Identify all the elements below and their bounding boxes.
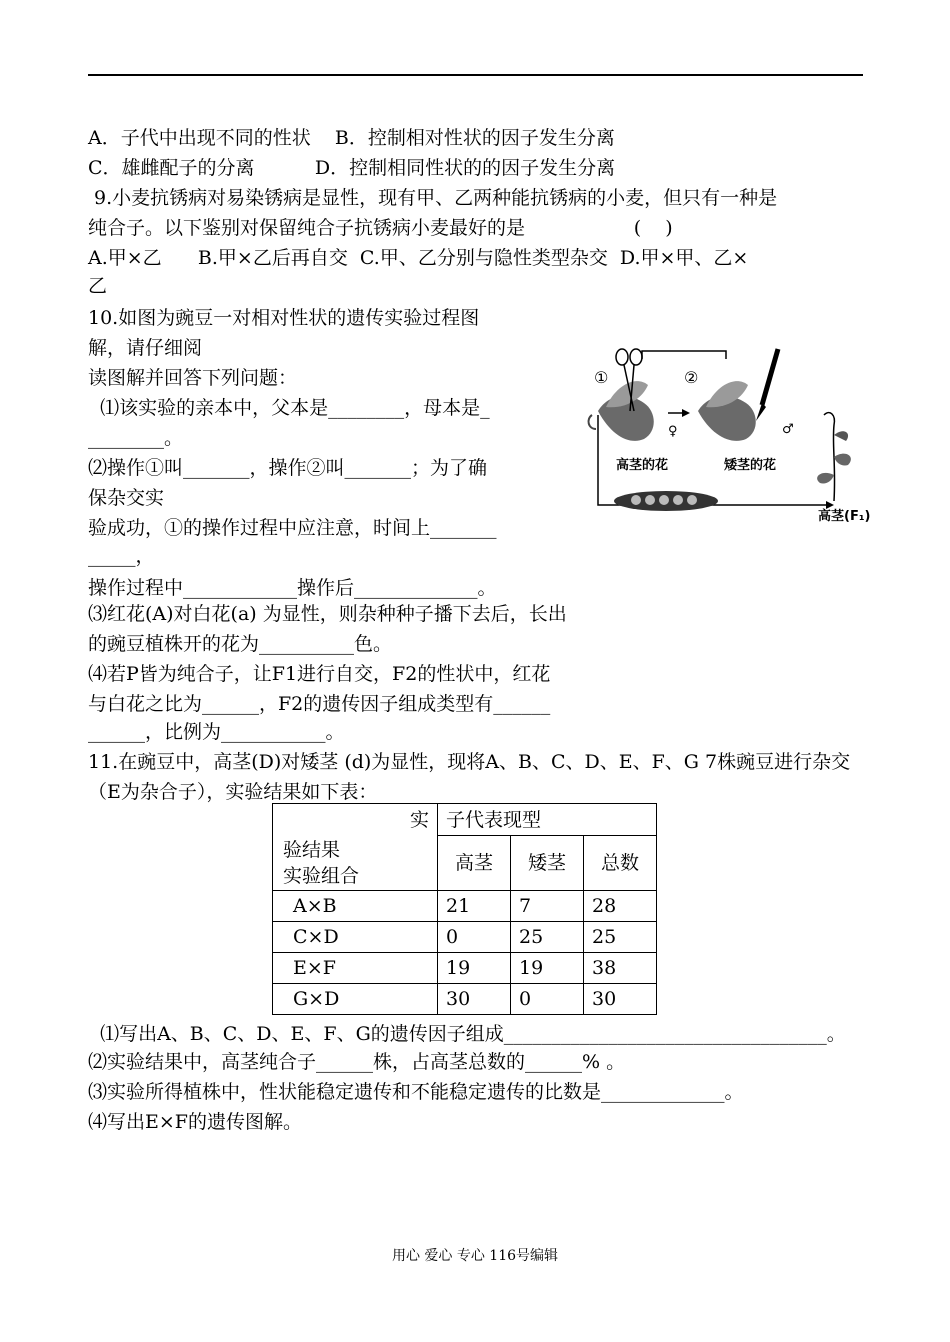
question-9-options: A.甲×乙 B.甲×乙后再自交 C.甲、乙分别与隐性类型杂交 D.甲×甲、乙× [88, 247, 749, 269]
table-row [273, 891, 657, 922]
question-10-text: 10.如图为豌豆一对相对性状的遗传实验过程图 [88, 307, 480, 329]
question-10-part-1-cont: ________。 [88, 427, 184, 449]
cross-cell: C×D [273, 922, 438, 953]
pea-experiment-figure [586, 345, 876, 527]
question-9-options-cont: 乙 [88, 275, 108, 297]
step-1-label: ① [594, 368, 609, 387]
corner-label-mid: 验结果 [283, 839, 341, 861]
cross-cell: E×F [273, 953, 438, 984]
value-cell: 25 [511, 922, 584, 953]
table-corner-cell [273, 804, 438, 891]
pea-experiment-diagram [586, 345, 876, 527]
short-flower-icon [698, 381, 756, 441]
question-11-text-cont: （E为杂合子），实验结果如下表： [88, 781, 378, 803]
step-2-label: ② [684, 368, 699, 387]
value-cell: 0 [438, 922, 511, 953]
page-footer: 用心 爱心 专心 116号编辑 [391, 1248, 559, 1264]
question-10-part-4-cont2: ______，比例为___________。 [88, 721, 345, 743]
option-line-cd: C．雄雌配子的分离 D．控制相同性状的的因子发生分离 [88, 157, 616, 179]
value-cell: 7 [511, 891, 584, 922]
question-10-part-4-cont: 与白花之比为______，F2的遗传因子组成类型有______ [88, 693, 551, 715]
question-11-part-3: ⑶实验所得植株中，性状能稳定遗传和不能稳定遗传的比数是_____________。 [88, 1081, 744, 1103]
question-10-text-cont2: 读图解并回答下列问题： [88, 367, 298, 389]
question-9-text-cont: 纯合子。以下鉴别对保留纯合子抗锈病小麦最好的是 ( ) [88, 217, 673, 239]
value-cell: 0 [511, 984, 584, 1015]
brush-icon [756, 349, 778, 421]
arrow-right-icon [682, 409, 690, 417]
value-cell: 30 [584, 984, 657, 1015]
option-line-ab: A．子代中出现不同的性状 B．控制相对性状的因子发生分离 [88, 127, 615, 149]
value-cell: 38 [584, 953, 657, 984]
arrow-head-icon [826, 501, 834, 509]
value-cell: 19 [511, 953, 584, 984]
question-10-part-2-cont: 保杂交实 [88, 487, 165, 509]
question-11-part-1: ⑴写出A、B、C、D、E、F、G的遗传因子组成__________________________________。 [88, 1023, 846, 1045]
question-10-part-2: ⑵操作①叫_______，操作②叫_______；为了确 [88, 457, 488, 479]
pea-plant-icon [817, 413, 851, 501]
corner-label-top: 实 [409, 809, 429, 831]
male-icon: ♂ [782, 422, 794, 437]
table-row [273, 953, 657, 984]
question-10-part-3: ⑶红花(A)对白花(a) 为显性，则杂种种子播下去后，长出 [88, 603, 567, 625]
column-header-total: 总数 [584, 836, 657, 891]
cross-cell: G×D [273, 984, 438, 1015]
pea-pod-icon [614, 491, 718, 511]
table-row [273, 984, 657, 1015]
tall-flower-label: 高茎的花 [616, 458, 669, 473]
female-icon: ♀ [668, 424, 678, 439]
value-cell: 25 [584, 922, 657, 953]
value-cell: 21 [438, 891, 511, 922]
value-cell: 28 [584, 891, 657, 922]
column-header-tall: 高茎 [438, 836, 511, 891]
question-10-part-2-cont2: 验成功，①的操作过程中应注意，时间上_______ [88, 517, 497, 539]
question-10-part-2-cont4: 操作过程中____________操作后_____________。 [88, 577, 497, 599]
short-flower-label: 矮茎的花 [724, 458, 777, 473]
question-11-text: 11.在豌豆中，高茎(D)对矮茎 (d)为显性，现将A、B、C、D、E、F、G 7株豌豆进行杂交 [88, 751, 851, 773]
question-10-part-1: ⑴该实验的亲本中，父本是________，母本是_ [88, 397, 490, 419]
column-header-short: 矮茎 [511, 836, 584, 891]
question-11-part-2: ⑵实验结果中，高茎纯合子______株，占高茎总数的______% 。 [88, 1051, 626, 1073]
cross-cell: A×B [273, 891, 438, 922]
question-10-part-3-cont: 的豌豆植株开的花为__________色。 [88, 633, 393, 655]
table-row [273, 922, 657, 953]
value-cell: 30 [438, 984, 511, 1015]
question-11-part-4: ⑷写出E×F的遗传图解。 [88, 1111, 302, 1133]
frame-line-top [642, 351, 726, 359]
offspring-label: 高茎(F₁) [818, 509, 871, 524]
question-10-part-4: ⑷若P皆为纯合子，让F1进行自交，F2的性状中，红花 [88, 663, 551, 685]
question-10-text-cont: 解，请仔细阅 [88, 337, 203, 359]
header-rule [88, 74, 863, 76]
value-cell: 19 [438, 953, 511, 984]
question-9-text: 9.小麦抗锈病对易染锈病是显性，现有甲、乙两种能抗锈病的小麦，但只有一种是 [88, 187, 778, 209]
corner-label-bottom: 实验组合 [283, 865, 360, 887]
results-table [272, 803, 657, 1015]
question-10-part-2-cont3: _____， [88, 545, 155, 567]
group-header: 子代表现型 [438, 804, 657, 836]
